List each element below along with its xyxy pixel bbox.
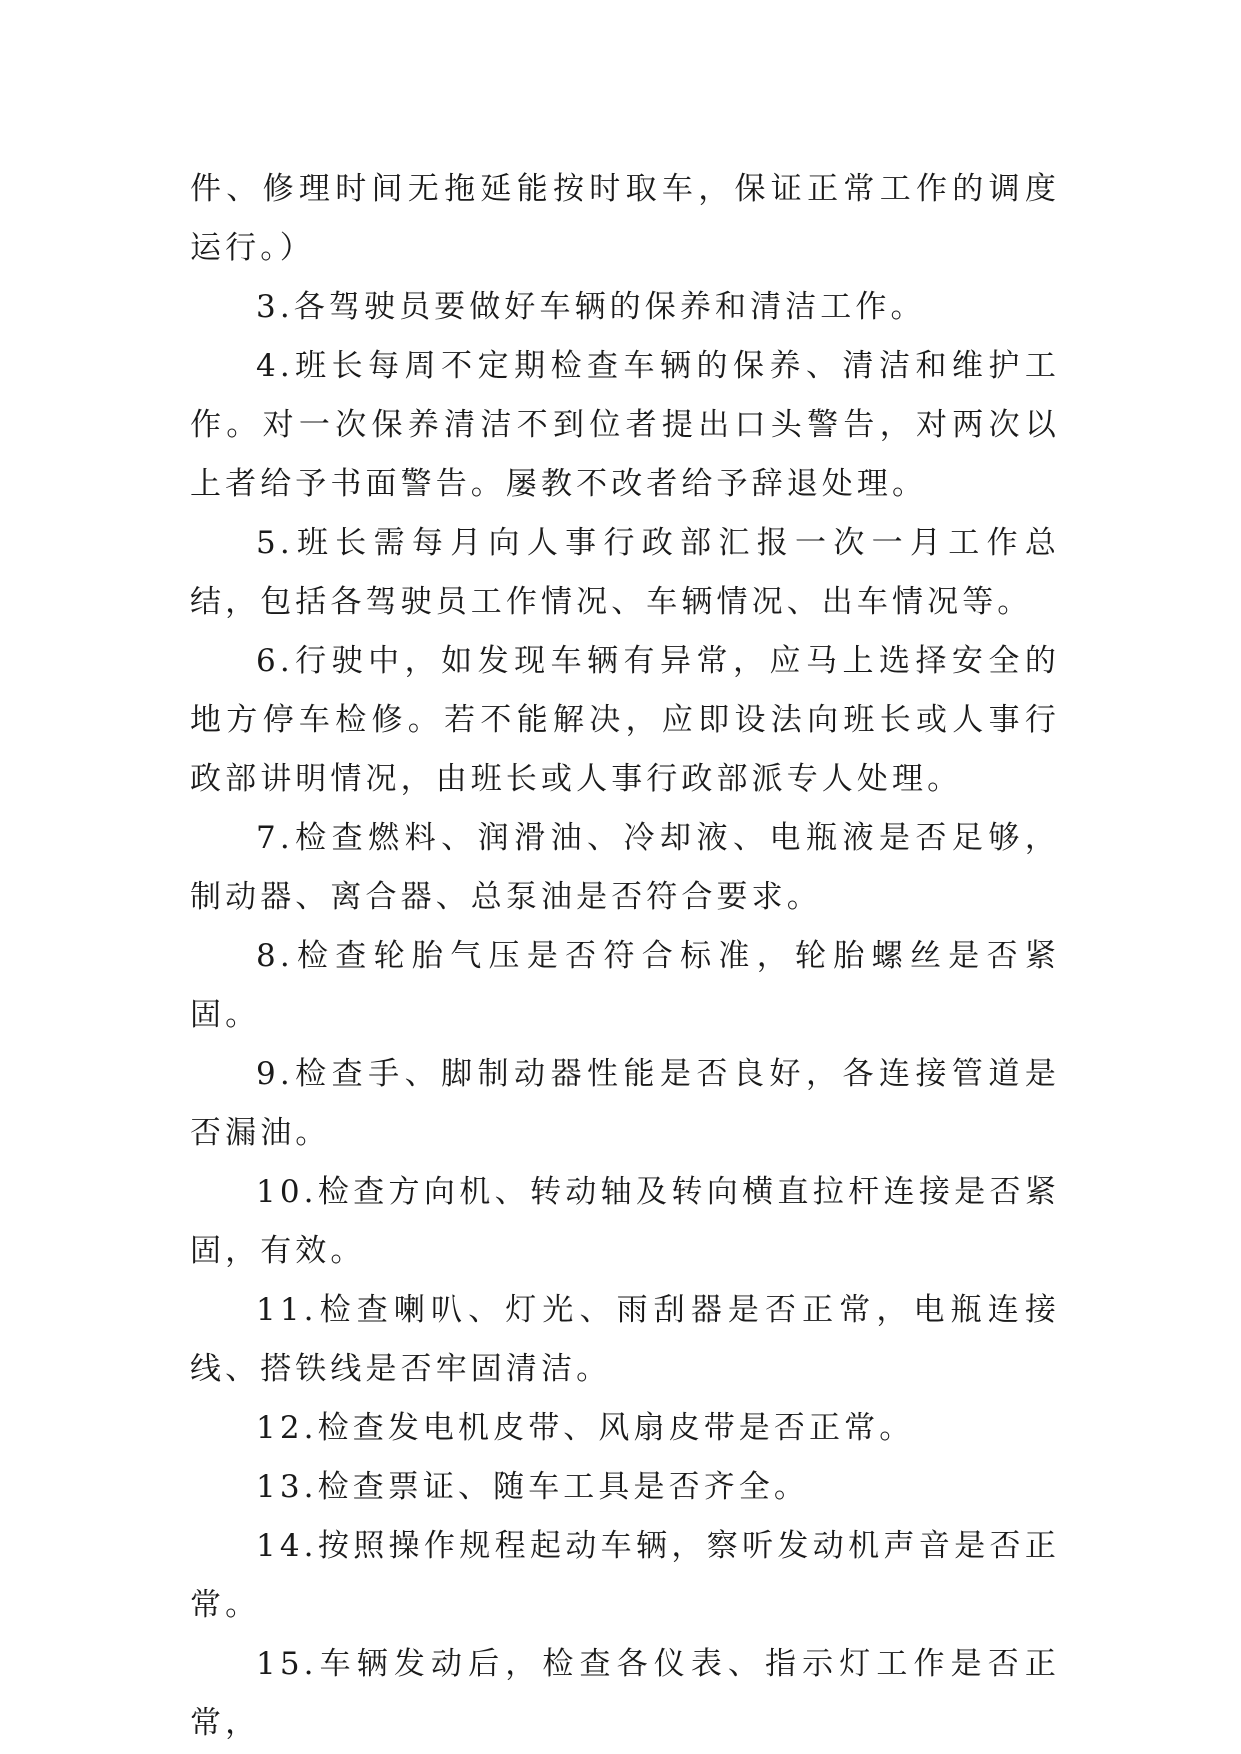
paragraph-item-6: 6.行驶中，如发现车辆有异常，应马上选择安全的地方停车检修。若不能解决，应即设法向班长或人事行政部讲明情况，由班长或人事行政部派专人处理。 [190,643,1060,797]
paragraph-item-11: 11.检查喇叭、灯光、雨刮器是否正常，电瓶连接线、搭铁线是否牢固清洁。 [190,1292,1060,1387]
paragraph-item-7: 7.检查燃料、润滑油、冷却液、电瓶液是否足够，制动器、离合器、总泵油是否符合要求。 [190,820,1060,915]
paragraph-item-9: 9.检查手、脚制动器性能是否良好，各连接管道是否漏油。 [190,1056,1060,1151]
paragraph-item-8: 8.检查轮胎气压是否符合标准，轮胎螺丝是否紧固。 [190,938,1060,1033]
paragraph-item-15: 15.车辆发动后，检查各仪表、指示灯工作是否正常， [190,1646,1060,1741]
paragraph-continuation: 件、修理时间无拖延能按时取车，保证正常工作的调度运行。） [190,171,1060,266]
document-body [190,160,1060,1753]
paragraph-item-4: 4.班长每周不定期检查车辆的保养、清洁和维护工作。对一次保养清洁不到位者提出口头警告，对两次以上者给予书面警告。屡教不改者给予辞退处理。 [190,348,1060,502]
paragraph-item-13: 13.检查票证、随车工具是否齐全。 [256,1469,809,1505]
paragraph-item-10: 10.检查方向机、转动轴及转向横直拉杆连接是否紧固，有效。 [190,1174,1060,1269]
paragraph-item-14: 14.按照操作规程起动车辆，察听发动机声音是否正常。 [190,1528,1060,1623]
paragraph-item-12: 12.检查发电机皮带、风扇皮带是否正常。 [256,1410,915,1446]
paragraph-item-5: 5.班长需每月向人事行政部汇报一次一月工作总结，包括各驾驶员工作情况、车辆情况、出车情况等。 [190,525,1060,620]
paragraph-item-3: 3.各驾驶员要做好车辆的保养和清洁工作。 [256,289,926,325]
